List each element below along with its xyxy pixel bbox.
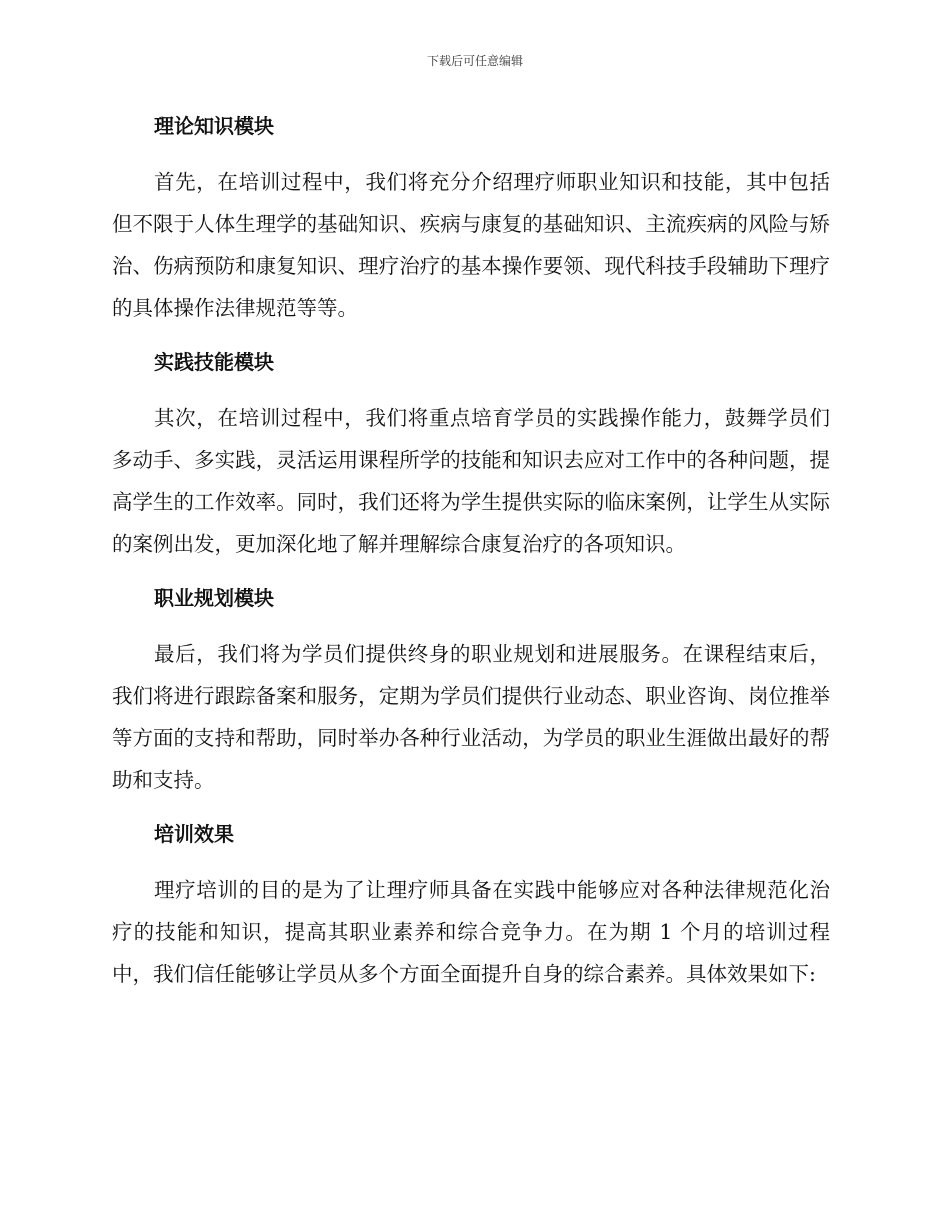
section-heading-career: 职业规划模块 [154, 586, 274, 610]
header-note: 下载后可任意编辑 [426, 54, 523, 68]
section-paragraph-career: 最后，我们将为学员们提供终身的职业规划和进展服务。在课程结束后，我们将进行跟踪备案和服务，定期为学员们提供行业动态、职业咨询、岗位推举等方面的支持和帮助，同时举办各种行业活动，为学员的职业生涯做出最好的帮助和支持。 [112, 642, 830, 792]
section-paragraph-practice: 其次，在培训过程中，我们将重点培育学员的实践操作能力，鼓舞学员们多动手、多实践，灵活运用课程所学的技能和知识去应对工作中的各种问题，提高学生的工作效率。同时，我们还将为学生提供实际的临床案例，让学生从实际的案例出发，更加深化地了解并理解综合康复治疗的各项知识。 [112, 406, 830, 556]
section-heading-theory: 理论知识模块 [154, 114, 274, 138]
document-body [112, 110, 830, 1012]
section-heading-effect: 培训效果 [154, 822, 234, 846]
section-heading-practice: 实践技能模块 [154, 350, 274, 374]
section-paragraph-theory: 首先，在培训过程中，我们将充分介绍理疗师职业知识和技能，其中包括但不限于人体生理学的基础知识、疾病与康复的基础知识、主流疾病的风险与矫治、伤病预防和康复知识、理疗治疗的基本操作要领、现代科技手段辅助下理疗的具体操作法律规范等等。 [112, 170, 830, 320]
section-paragraph-effect: 理疗培训的目的是为了让理疗师具备在实践中能够应对各种法律规范化治疗的技能和知识，提高其职业素养和综合竞争力。在为期 1 个月的培训过程中，我们信任能够让学员从多个方面全面提升自身的综合素养。具体效果如下: [112, 878, 830, 986]
